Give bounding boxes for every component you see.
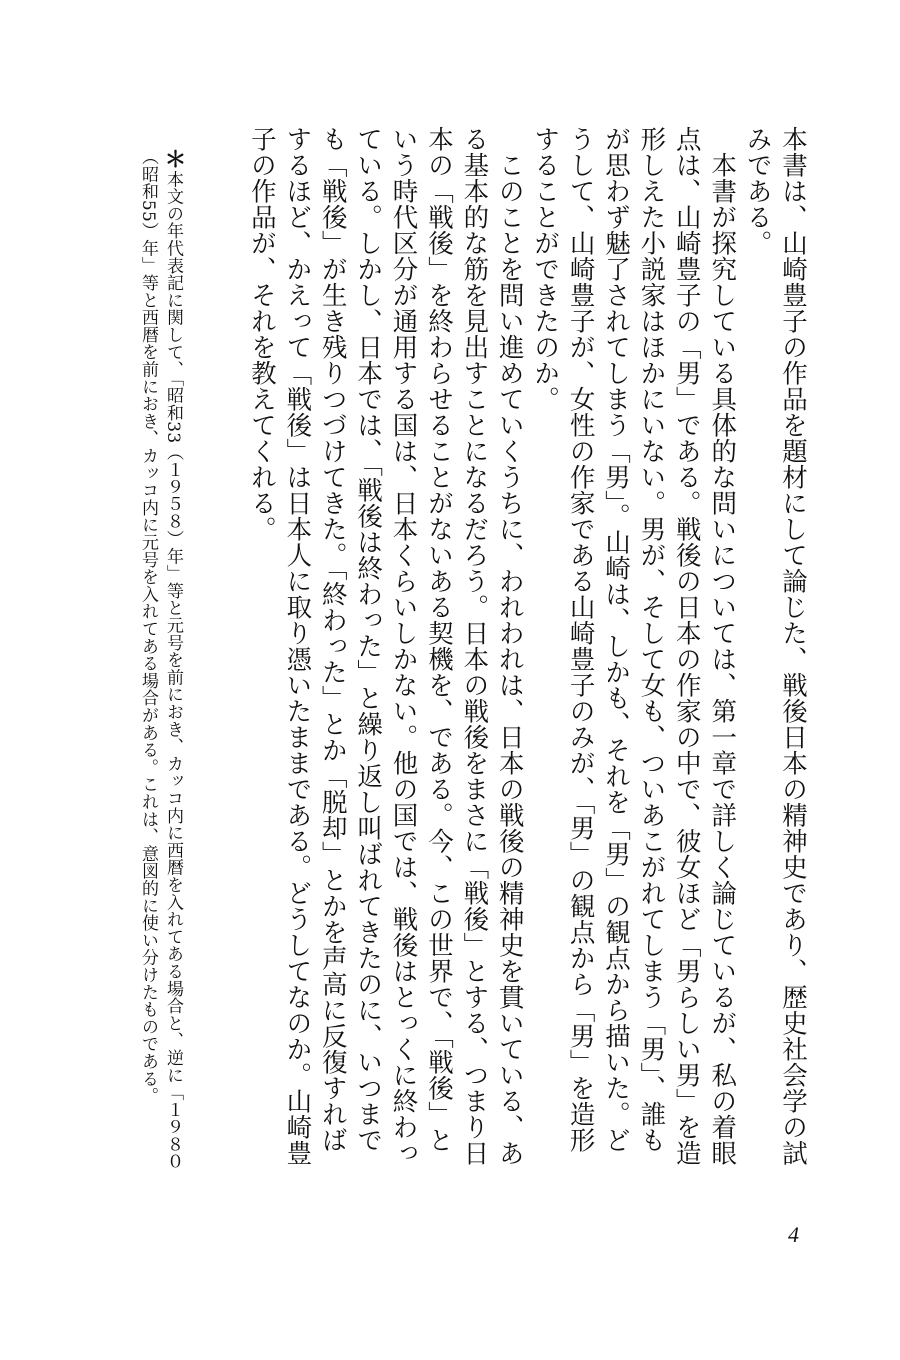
paragraph-1: 本書は、山崎豊子の作品を題材にして論じた、戦後日本の精神史であり、歴史社会学の試みである。 — [742, 126, 808, 1166]
footnote-mark: ＊ — [161, 148, 186, 171]
body-text — [244, 126, 811, 1176]
footnote-text: 本文の年代表記に関して、「昭和33（１９５８）年」等と元号を前におき、カッコ内に西暦を入れてある場合と、逆に「１９８０（昭和55）年」等と西暦を前におき、カッコ内に元号を入れてある場合がある。これは、意図的に使い分けたものである。 — [138, 148, 183, 1171]
page-number: 4 — [788, 1222, 799, 1247]
paragraph-2: 本書が探究している具体的な問いについては、第一章で詳しく論じているが、私の着眼点は、山崎豊子の「男」である。戦後の日本の作家の中で、彼女ほど「男らしい男」を造形しえた小説家はほかにいない。男が、そして女も、ついあこがれてしまう「男」、誰もが思わず魅了されてしまう「男」。山崎は、しかも、それを「男」の観点から描いた。どうして、山崎豊子が、女性の作家である山崎豊子のみが、「男」の観点から「男」を造形することができたのか。 — [530, 126, 738, 1166]
footnote — [135, 148, 186, 1188]
paragraph-3: このことを問い進めていくうちに、われわれは、日本の戦後の精神史を貫いている、ある基本的な筋を見出すことになるだろう。日本の戦後をまさに「戦後」とする、つまり日本の「戦後」を終わらせることがないある契機を、である。今、この世界で、「戦後」という時代区分が通用する国は、日本くらいしかない。他の国では、戦後はとっくに終わっている。しかし、日本では、「戦後は終わった」と繰り返し叫ばれてきたのに、いつまでも「戦後」が生き残りつづけてきた。「終わった」とか「脱却」とかを声高に反復すればするほど、かえって「戦後」は日本人に取り憑いたままである。どうしてなのか。山崎豊子の作品が、それを教えてくれる。 — [246, 126, 525, 1166]
